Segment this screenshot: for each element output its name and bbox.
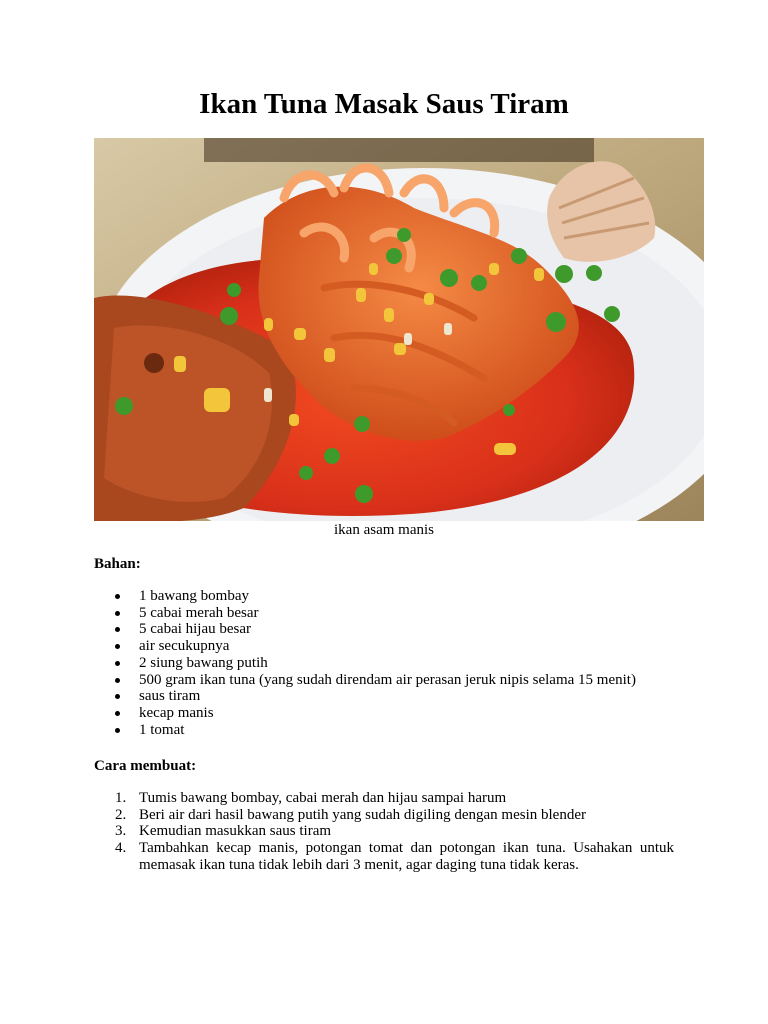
steps-list [94, 790, 674, 874]
dish-photo [94, 138, 704, 521]
list-item: air secukupnya [94, 638, 694, 655]
list-item: 500 gram ikan tuna (yang sudah direndam air perasan jeruk nipis selama 15 menit) [94, 672, 694, 689]
bullet-icon [115, 594, 120, 599]
list-item: 1 tomat [94, 722, 694, 739]
bullet-icon [115, 728, 120, 733]
page-title: Ikan Tuna Masak Saus Tiram [199, 88, 569, 120]
bullet-icon [115, 644, 120, 649]
image-caption: ikan asam manis [334, 522, 434, 538]
steps-heading: Cara membuat: [94, 758, 197, 774]
bullet-icon [115, 711, 120, 716]
ingredients-list [94, 588, 694, 738]
list-item: 2 siung bawang putih [94, 655, 694, 672]
step-number: 1. [115, 790, 127, 806]
list-item: 1 bawang bombay [94, 588, 694, 605]
bullet-icon [115, 694, 120, 699]
list-item: saus tiram [94, 688, 694, 705]
ingredients-heading: Bahan: [94, 556, 141, 572]
bullet-icon [115, 678, 120, 683]
list-item: 5 cabai hijau besar [94, 621, 694, 638]
list-item: 1. Tumis bawang bombay, cabai merah dan hijau sampai harum [115, 790, 507, 806]
step-number: 2. [115, 806, 127, 823]
list-item: 3. Kemudian masukkan saus tiram [115, 823, 332, 840]
list-item: 4. Tambahkan kecap manis, potongan tomat dan potongan ikan tuna. Usahakan untuk memasak ikan tuna tidak lebih dari 3 menit, agar daging tuna tidak keras. [115, 840, 674, 873]
bullet-icon [115, 661, 120, 666]
step-number: 3. [115, 823, 127, 840]
bullet-icon [115, 627, 120, 632]
step-number: 4. [115, 840, 127, 857]
list-item: 2. Beri air dari hasil bawang putih yang sudah digiling dengan mesin blender [115, 806, 586, 823]
list-item: kecap manis [94, 705, 694, 722]
dish-illustration [94, 138, 704, 521]
bullet-icon [115, 611, 120, 616]
list-item: 5 cabai merah besar [94, 605, 694, 622]
